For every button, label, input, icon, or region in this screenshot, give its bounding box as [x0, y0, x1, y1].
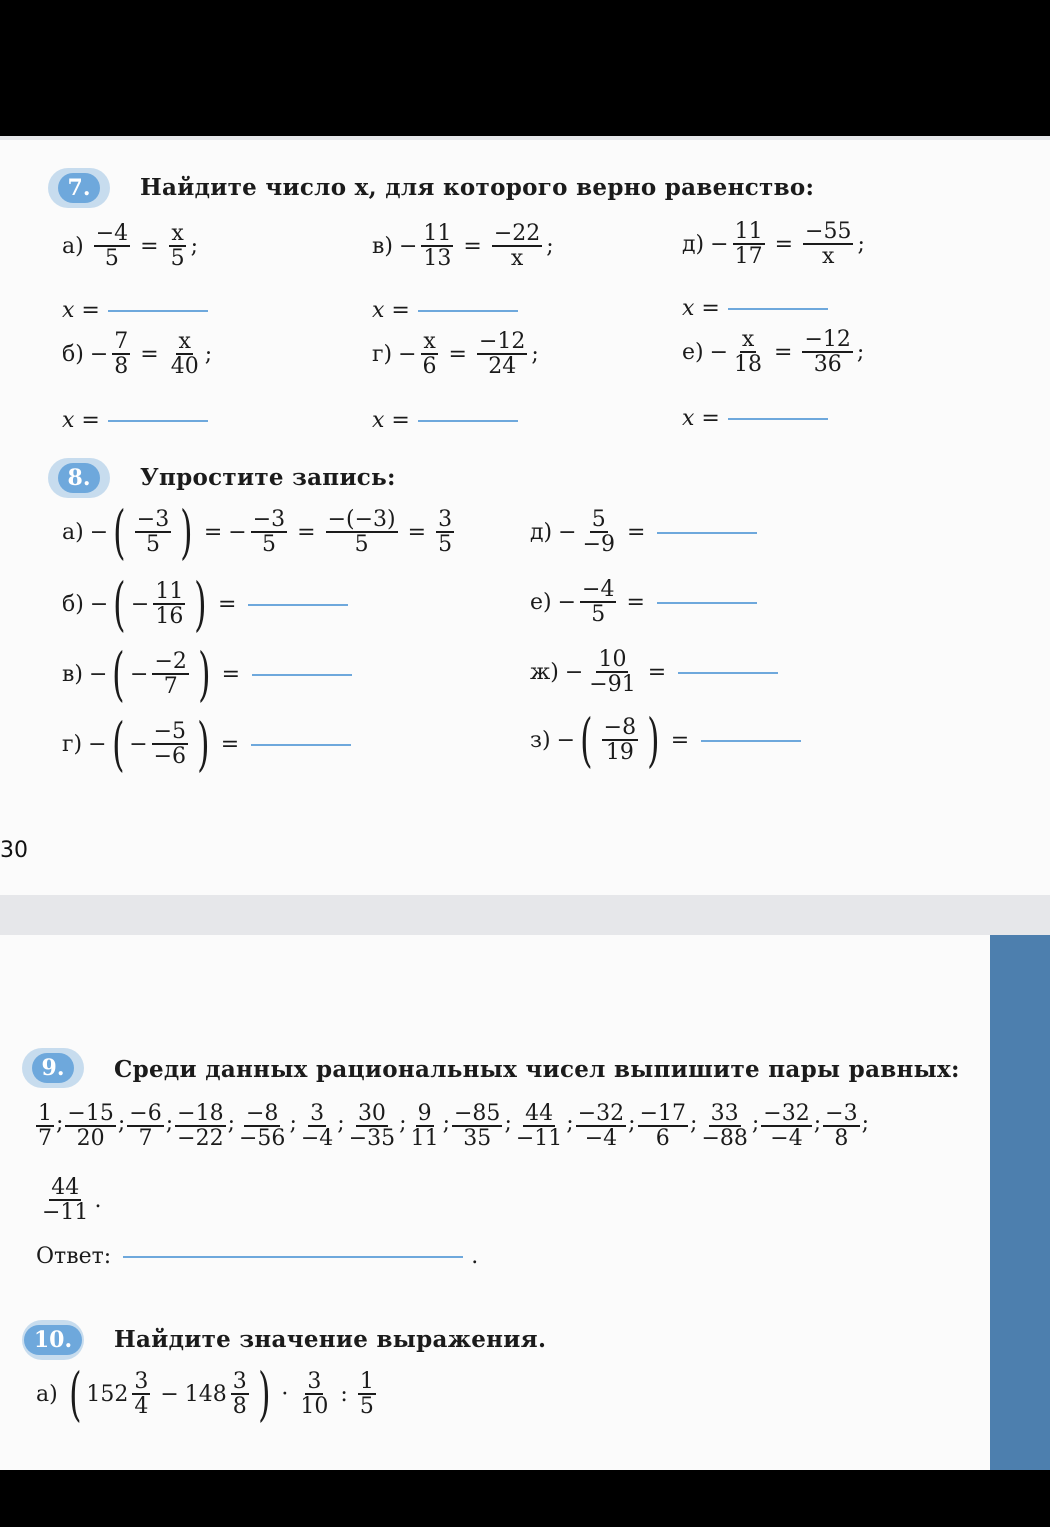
- x-answer-blank[interactable]: [418, 309, 518, 312]
- fraction: $\frac{7}{8}$: [114, 329, 129, 380]
- fraction: $\frac{9}{11}$: [410, 1101, 439, 1152]
- fraction: $\frac{-8}{19}$: [603, 715, 637, 766]
- fraction: $\frac{5}{-9}$: [582, 507, 616, 558]
- fraction: $\frac{-8}{-56}$: [239, 1101, 286, 1152]
- fraction: $\frac{-3}{5}$: [252, 507, 286, 558]
- x-answer-row: [62, 298, 208, 323]
- answer-blank[interactable]: [248, 603, 348, 606]
- task-8-item-e: е) − $\frac{-4}{5}$ =: [530, 578, 757, 626]
- fraction: $\frac{44}{-11}$: [515, 1101, 563, 1152]
- fraction: $\frac{3}{-4}$: [300, 1101, 334, 1152]
- page-edge-blue: [990, 935, 1050, 1470]
- fraction: $\frac{-12}{24}$: [478, 329, 526, 380]
- fraction: $\frac{1}{5}$: [359, 1369, 374, 1420]
- x-answer-row: [372, 408, 518, 433]
- task-7-item: а) $\frac{-4}{5}$ = $\frac{x}{5}$ ;: [62, 221, 198, 272]
- fraction: $\frac{3}{10}$: [300, 1369, 329, 1420]
- answer-blank[interactable]: [252, 673, 352, 676]
- x-label: x =: [62, 408, 100, 433]
- task-7-badge: [48, 168, 110, 208]
- x-label: x =: [372, 408, 410, 433]
- task-8-item-b: б) − ( − $\frac{11}{16}$ ) =: [62, 578, 348, 630]
- fraction: $\frac{-5}{-6}$: [153, 719, 187, 770]
- task-8-item-zh: ж) − $\frac{10}{-91}$ =: [530, 648, 778, 696]
- fraction: $\frac{-6}{7}$: [129, 1101, 162, 1152]
- x-answer-row: [682, 296, 828, 321]
- x-answer-blank[interactable]: [728, 307, 828, 310]
- x-label: x =: [372, 298, 410, 323]
- fraction: $\frac{-4}{5}$: [95, 221, 129, 272]
- x-answer-blank[interactable]: [418, 419, 518, 422]
- task-7-item: е) − $\frac{x}{18}$ = $\frac{-12}{36}$ ;: [682, 327, 865, 378]
- fraction: $\frac{-22}{x}$: [493, 221, 541, 272]
- fraction: $\frac{44}{-11}$: [42, 1175, 89, 1226]
- fraction: $\frac{11}{16}$: [155, 579, 184, 630]
- task-8-title: Упростите запись:: [140, 464, 396, 491]
- x-answer-blank[interactable]: [108, 419, 208, 422]
- fraction: $\frac{-4}{5}$: [582, 577, 615, 628]
- fraction: $\frac{-2}{7}$: [154, 649, 187, 700]
- fraction: $\frac{3}{5}$: [438, 507, 453, 558]
- x-answer-blank[interactable]: [108, 309, 208, 312]
- task-7-item: б) − $\frac{7}{8}$ = $\frac{x}{40}$ ;: [62, 329, 213, 380]
- fraction-list-last: $\frac{44}{-11}$ .: [42, 1175, 102, 1226]
- task-7-number: 7.: [58, 173, 101, 203]
- task-10-title: Найдите значение выражения.: [114, 1326, 547, 1353]
- task-8-item-v: в) − ( − $\frac{-2}{7}$ ) =: [62, 648, 352, 700]
- x-label: x =: [62, 298, 100, 323]
- fraction: $\frac{x}{5}$: [170, 221, 185, 272]
- fraction: $\frac{-17}{6}$: [639, 1101, 687, 1152]
- fraction: $\frac{-15}{20}$: [67, 1101, 114, 1152]
- fraction: $\frac{3}{4}$: [134, 1369, 149, 1420]
- fraction: $\frac{-32}{-4}$: [577, 1101, 625, 1152]
- task-7-item: д) − $\frac{11}{17}$ = $\frac{-55}{x}$ ;: [682, 219, 865, 270]
- task-8-number: 8.: [58, 463, 101, 493]
- task-9-badge: [22, 1048, 84, 1088]
- fraction: $\frac{-55}{x}$: [805, 219, 852, 270]
- task-8-badge: [48, 458, 110, 498]
- x-answer-row: [62, 408, 208, 433]
- item-label: а): [62, 519, 84, 545]
- page-gap: [0, 895, 1050, 935]
- x-answer-row: [372, 298, 518, 323]
- task-10-badge: [22, 1320, 84, 1360]
- answer-blank[interactable]: [701, 739, 801, 742]
- task-7-item: г) − $\frac{x}{6}$ = $\frac{-12}{24}$ ;: [372, 329, 539, 380]
- task-10-number: 10.: [24, 1325, 82, 1355]
- x-label: x =: [682, 406, 720, 431]
- task-7-item: в) − $\frac{11}{13}$ = $\frac{-22}{x}$ ;: [372, 221, 554, 272]
- fraction: $\frac{33}{-88}$: [701, 1101, 748, 1152]
- fraction: $\frac{-3}{8}$: [825, 1101, 858, 1152]
- fraction: $\frac{10}{-91}$: [589, 647, 636, 698]
- x-label: x =: [682, 296, 720, 321]
- answer-blank[interactable]: [251, 743, 351, 746]
- answer-input[interactable]: [123, 1255, 463, 1258]
- task-8-item-a: а) − ( $\frac{-3}{5}$ ) = − $\frac{-3}{5}$ = $\frac{-(-3)}{5}$ = $\frac{3}{5}$: [62, 498, 453, 566]
- fraction: $\frac{x}{6}$: [422, 329, 437, 380]
- fraction: $\frac{-3}{5}$: [136, 507, 170, 558]
- fraction: $\frac{30}{-35}$: [348, 1101, 396, 1152]
- answer-blank[interactable]: [678, 671, 778, 674]
- task-8-item-g: г) − ( − $\frac{-5}{-6}$ ) =: [62, 718, 351, 770]
- fraction: $\frac{-85}{35}$: [454, 1101, 501, 1152]
- task-9-title: Среди данных рациональных чисел выпишите пары равных:: [114, 1056, 960, 1083]
- fraction: $\frac{-(-3)}{5}$: [327, 507, 396, 558]
- task-8-item-d: д) − $\frac{5}{-9}$ =: [530, 508, 757, 556]
- answer-row: Ответ: .: [36, 1244, 479, 1269]
- fraction: $\frac{-32}{-4}$: [763, 1101, 810, 1152]
- fraction: $\frac{11}{13}$: [423, 221, 452, 272]
- task-7-title: Найдите число x, для которого верно равенство:: [140, 174, 815, 201]
- answer-label: Ответ:: [36, 1244, 112, 1269]
- x-answer-row: [682, 406, 828, 431]
- task-9-number: 9.: [32, 1053, 75, 1083]
- fraction-list: $\frac{1}{7}$ ; $\frac{-15}{20}$ ; $\frac{-6}{7}$ ; $\frac{-18}{-22}$ ; $\frac{-8}{-56}$ ; $\frac{3}{-4}$ ; $\frac{30}{-35}$ ; $\frac{9}{11}$ ; $\frac{-85}{35}$ ; $\frac{44}{-11}$ ; $\frac{-32}{-4}$ ; $\frac{-17}{6}$ ; $\frac{33}{-88}$ ; $\frac{-32}{-4}$ ; $\frac{-3}{8}$ ;: [38, 1101, 870, 1152]
- task-8-item-z: з) − ( $\frac{-8}{19}$ ) =: [530, 714, 801, 766]
- answer-blank[interactable]: [657, 531, 757, 534]
- task-10-item-a: а) ( 152 $\frac{3}{4}$ − 148 $\frac{3}{8}$ ) · $\frac{3}{10}$ : $\frac{1}{5}$: [36, 1360, 374, 1428]
- fraction: $\frac{x}{40}$: [170, 329, 199, 380]
- fraction: $\frac{-12}{36}$: [804, 327, 851, 378]
- fraction: $\frac{1}{7}$: [38, 1101, 52, 1152]
- fraction: $\frac{x}{18}$: [734, 327, 763, 378]
- page-number: 30: [0, 838, 28, 863]
- x-answer-blank[interactable]: [728, 417, 828, 420]
- answer-blank[interactable]: [657, 601, 757, 604]
- fraction: $\frac{3}{8}$: [232, 1369, 247, 1420]
- fraction: $\frac{-18}{-22}$: [177, 1101, 224, 1152]
- fraction: $\frac{11}{17}$: [734, 219, 763, 270]
